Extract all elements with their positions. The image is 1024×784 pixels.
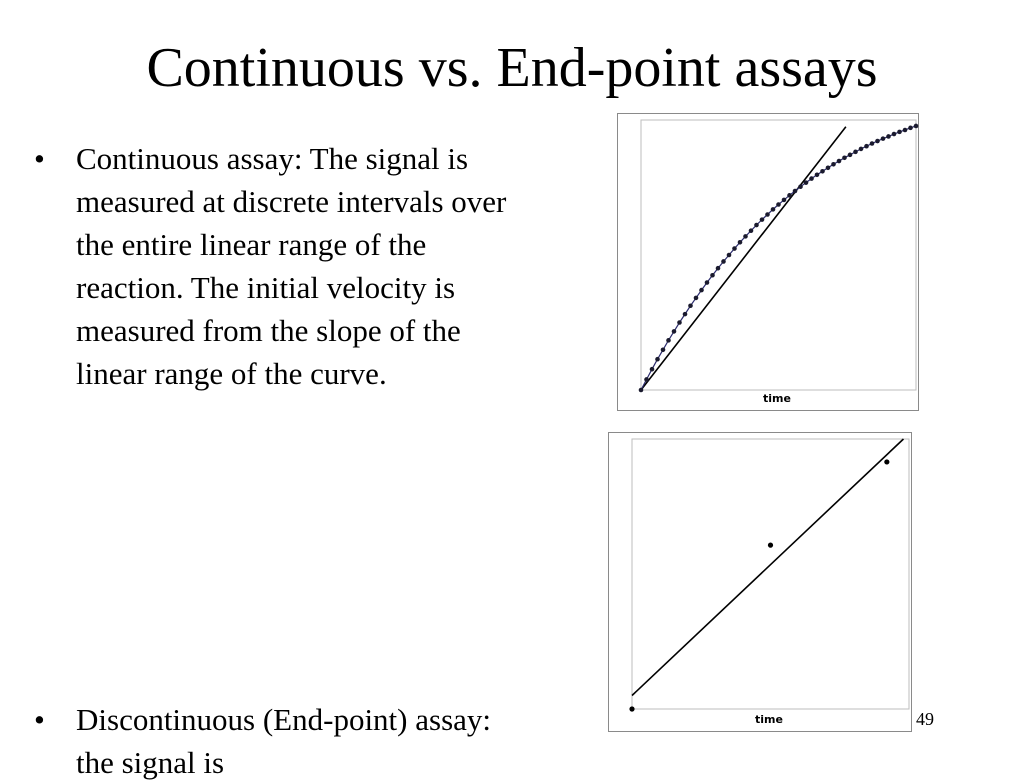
bullet-dot: •	[34, 141, 45, 176]
data-point	[837, 159, 842, 164]
data-point	[716, 266, 721, 271]
endpoint-assay-chart-svg	[609, 433, 913, 733]
x-axis-title: time	[763, 392, 791, 405]
data-point	[683, 312, 688, 317]
data-point	[826, 165, 831, 170]
data-point	[710, 273, 715, 278]
bullet-endpoint-assay	[34, 698, 534, 784]
data-point	[672, 329, 677, 334]
data-point	[639, 388, 644, 393]
data-curve	[641, 126, 916, 390]
data-point	[831, 162, 836, 167]
data-point	[644, 377, 649, 382]
data-point	[864, 144, 869, 149]
linear-fit-line-0	[641, 127, 846, 390]
data-point	[804, 180, 809, 185]
linear-fit-line-0	[632, 439, 903, 696]
data-point	[776, 202, 781, 207]
data-point	[903, 128, 908, 133]
data-point	[743, 234, 748, 239]
data-point	[842, 156, 847, 161]
data-point	[705, 280, 710, 285]
data-point	[815, 173, 820, 178]
page-number: 49	[916, 709, 934, 729]
data-point	[661, 347, 666, 352]
continuous-assay-chart-svg	[618, 114, 920, 412]
endpoint-assay-chart	[608, 432, 912, 732]
continuous-assay-chart	[617, 113, 919, 411]
bullet-continuous-assay	[34, 137, 534, 395]
data-point	[853, 150, 858, 155]
data-point	[787, 193, 792, 198]
bullet-text: Continuous assay: The signal is measured at discrete intervals over the entire linear range of the reaction. The initial velocity is measured from the slope of the linear range of the curve.	[76, 141, 507, 391]
data-point	[914, 124, 919, 129]
data-point	[820, 169, 825, 174]
data-point	[768, 543, 773, 548]
plot-area-border	[641, 120, 916, 390]
data-point	[848, 153, 853, 158]
data-point	[782, 198, 787, 203]
data-point	[694, 296, 699, 301]
data-point	[655, 357, 660, 362]
data-point	[629, 706, 634, 711]
data-point	[798, 184, 803, 189]
data-point	[892, 132, 897, 137]
data-point	[859, 147, 864, 152]
data-point	[760, 217, 765, 222]
data-point	[738, 240, 743, 245]
data-point	[881, 136, 886, 141]
plot-area-border	[632, 439, 909, 709]
slide-title: Continuous vs. End-point assays	[146, 37, 878, 99]
data-point	[749, 228, 754, 233]
data-point	[666, 338, 671, 343]
data-point	[688, 303, 693, 308]
data-point	[650, 367, 655, 372]
data-point	[699, 288, 704, 293]
bullet-dot: •	[34, 702, 45, 737]
x-axis-title: time	[755, 713, 783, 726]
data-point	[908, 126, 913, 131]
data-point	[677, 320, 682, 325]
data-point	[765, 212, 770, 217]
data-point	[721, 259, 726, 264]
data-point	[754, 223, 759, 228]
bullet-text: Discontinuous (End-point) assay: the signal is	[76, 702, 492, 780]
data-point	[870, 141, 875, 146]
data-point	[809, 176, 814, 181]
data-point	[771, 207, 776, 212]
data-point	[886, 134, 891, 139]
data-point	[875, 139, 880, 144]
data-point	[897, 130, 902, 135]
data-point	[884, 459, 889, 464]
data-point	[793, 189, 798, 194]
data-point	[732, 246, 737, 251]
data-point	[727, 253, 732, 258]
